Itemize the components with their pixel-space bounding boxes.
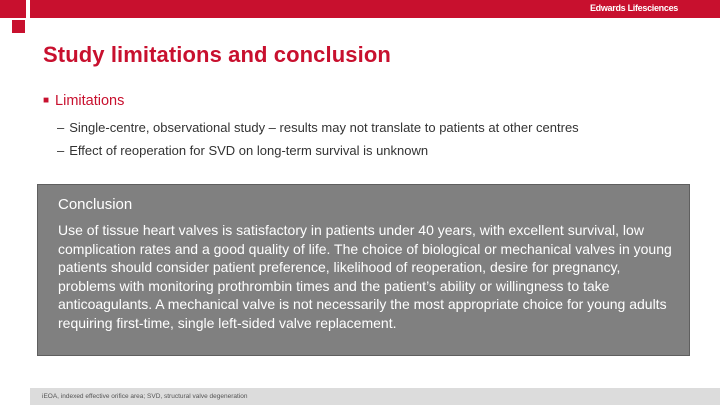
conclusion-text: Use of tissue heart valves is satisfactory in patients under 40 years, with excellent survival, low complication rates and a good quality of life. The choice of biological or mechanical valves in young patients should consider patient preference, likelihood of reoperation, desire for pregnancy, problems with monitoring prothrombin times and the patient’s ability or willingness to take anticoagulants. A mechanical valve is not necessarily the most appropriate choice for young adults requiring first-time, single left-sided valve replacement.	[58, 222, 672, 331]
corner-accent-square	[0, 0, 26, 18]
square-bullet-icon: ■	[43, 95, 50, 106]
accent-square	[12, 20, 25, 33]
limitation-item	[57, 143, 428, 158]
limitation-item-text: Single-centre, observational study – results may not translate to patients at other centres	[69, 120, 579, 135]
conclusion-box	[37, 184, 690, 356]
dash-bullet-icon: –	[57, 120, 65, 135]
limitations-heading	[43, 93, 124, 109]
slide-title: Study limitations and conclusion	[43, 42, 391, 67]
limitation-item-text: Effect of reoperation for SVD on long-term survival is unknown	[69, 143, 429, 158]
limitations-heading-label: Limitations	[55, 93, 125, 109]
brand-logo: Edwards Lifesciences	[589, 3, 678, 13]
dash-bullet-icon: –	[57, 143, 65, 158]
header-bar	[30, 0, 720, 18]
limitation-item	[57, 120, 579, 135]
footnote: iEOA, indexed effective orifice area; SVD, structural valve degeneration	[42, 393, 248, 400]
conclusion-heading: Conclusion	[58, 196, 133, 213]
